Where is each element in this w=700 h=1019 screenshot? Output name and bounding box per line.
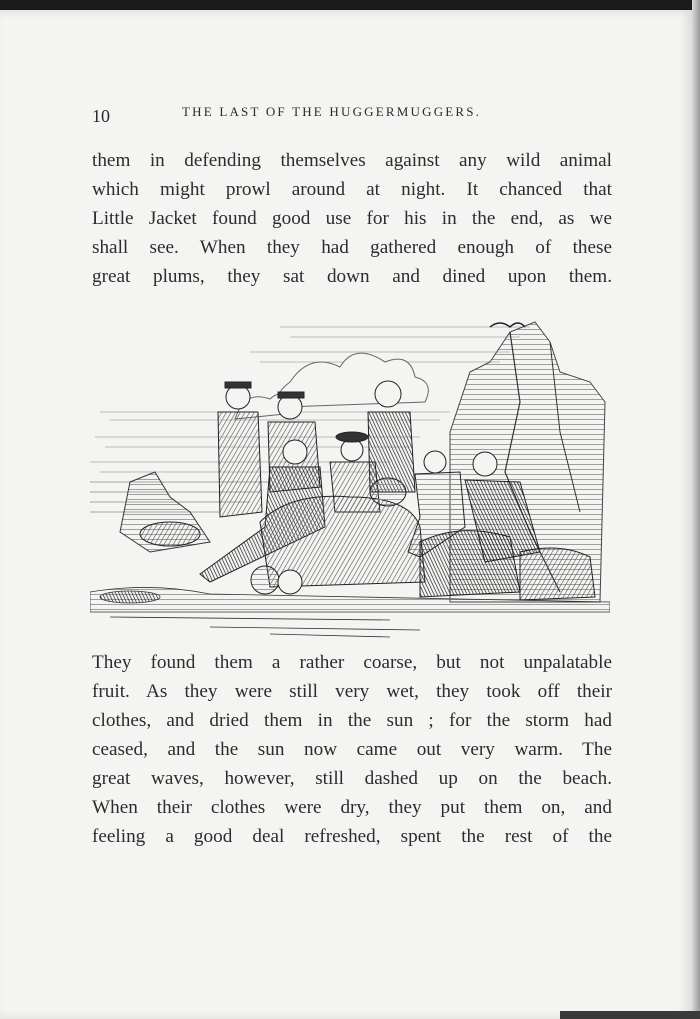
engraving-illustration bbox=[90, 312, 610, 642]
text-line: fruit. As they were still very wet, they took off their bbox=[92, 681, 612, 702]
page-right-edge bbox=[692, 0, 700, 1019]
text-line: When their clothes were dry, they put them on, and bbox=[92, 797, 612, 818]
text-line: shall see. When they had gathered enough of these bbox=[92, 237, 612, 258]
page-header bbox=[92, 104, 612, 130]
running-title: THE LAST OF THE HUGGERMUGGERS. bbox=[182, 104, 482, 119]
text-line: ceased, and the sun now came out very warm. The bbox=[92, 739, 612, 760]
text-line: which might prowl around at night. It chanced that bbox=[92, 179, 612, 200]
page-bottom-shadow bbox=[560, 1011, 700, 1019]
text-line: clothes, and dried them in the sun ; for the storm had bbox=[92, 710, 612, 731]
page-number: 10 bbox=[92, 106, 110, 126]
text-line: They found them a rather coarse, but not unpalatable bbox=[92, 652, 612, 673]
text-line: feeling a good deal refreshed, spent the rest of the bbox=[92, 826, 612, 847]
engraving-svg bbox=[90, 312, 610, 642]
text-line: great plums, they sat down and dined upon them. bbox=[92, 266, 612, 287]
paragraph-top bbox=[92, 146, 612, 291]
text-line: Little Jacket found good use for his in the end, as we bbox=[92, 208, 612, 229]
clouds bbox=[235, 353, 428, 419]
paragraph-bottom bbox=[92, 648, 612, 851]
text-line: great waves, however, still dashed up on the beach. bbox=[92, 768, 612, 789]
text-line: them in defending themselves against any wild animal bbox=[92, 150, 612, 171]
